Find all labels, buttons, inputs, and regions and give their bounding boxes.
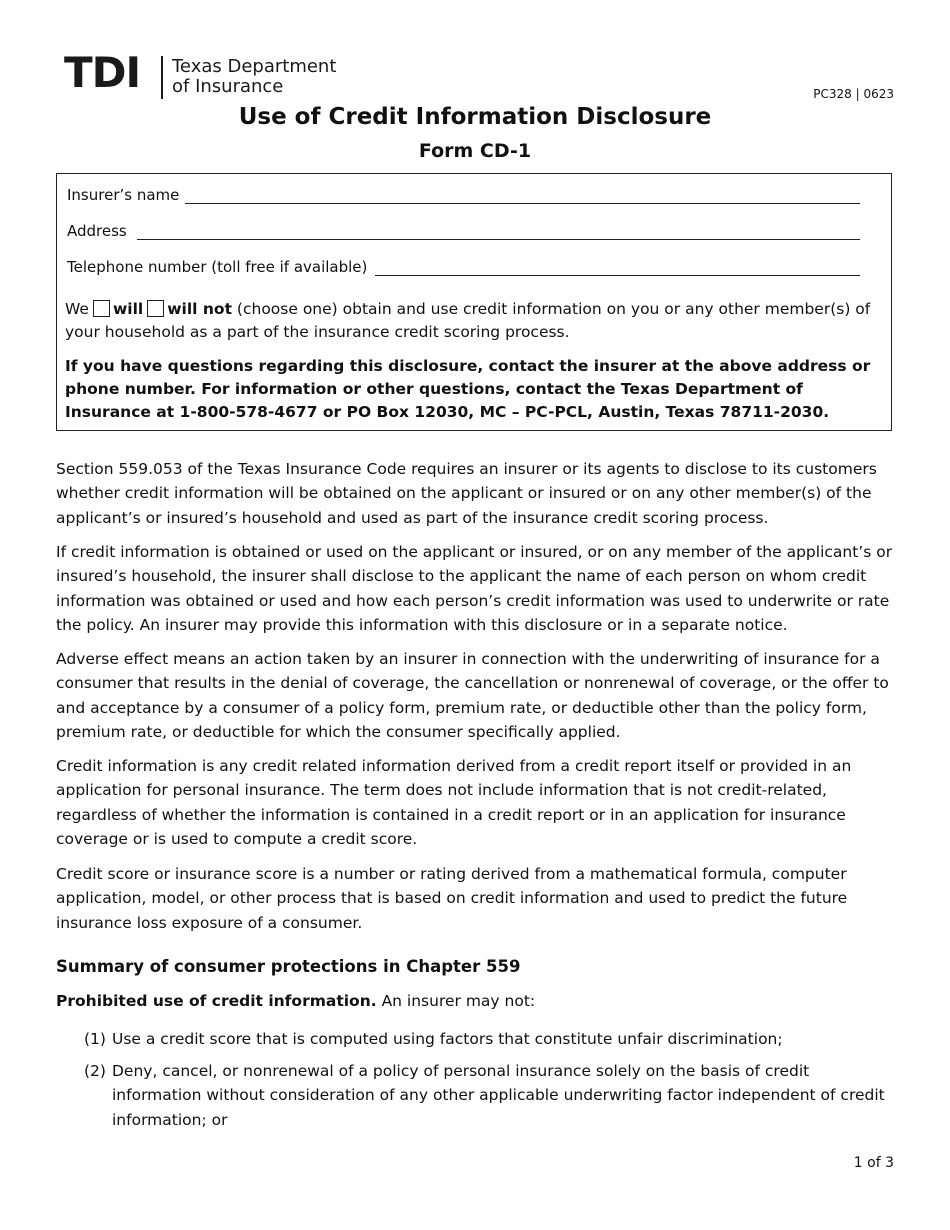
list-item-number: (2) bbox=[84, 1062, 106, 1080]
prohibited-use-heading: Prohibited use of credit information. bbox=[56, 992, 377, 1010]
will-not-label: will not bbox=[167, 300, 232, 318]
choice-we-label: We bbox=[65, 300, 89, 318]
credit-choice-statement bbox=[65, 298, 871, 344]
paragraph-credit-score: Credit score or insurance score is a number or rating derived from a mathematical formula, computer application, model, or other process that is based on credit information and used to predict the future insurance loss exposure of a consumer. bbox=[56, 865, 848, 932]
will-not-checkbox[interactable] bbox=[147, 300, 164, 317]
page-number: 1 of 3 bbox=[853, 1155, 894, 1171]
tdi-logo: TDI bbox=[64, 48, 141, 97]
form-subtitle: Form CD-1 bbox=[418, 140, 532, 162]
list-item-text: Use a credit score that is computed using factors that constitute unfair discrimination; bbox=[112, 1030, 783, 1048]
logo-divider bbox=[161, 56, 163, 99]
address-row bbox=[67, 222, 860, 240]
address-label: Address bbox=[67, 222, 127, 240]
telephone-row bbox=[67, 258, 860, 276]
paragraph-credit-information: Credit information is any credit related information derived from a credit report itself or provided in an application for personal insurance. The term does not include information that is not credit-related, regardless of whether the information is contained in a credit report or in an application for insurance coverage or is used to compute a credit score. bbox=[56, 757, 852, 848]
insurer-name-row bbox=[67, 186, 860, 204]
address-field[interactable] bbox=[137, 225, 860, 240]
agency-name-line2: of Insurance bbox=[172, 76, 284, 97]
list-item bbox=[84, 1027, 899, 1051]
telephone-field[interactable] bbox=[375, 261, 860, 276]
will-checkbox[interactable] bbox=[93, 300, 110, 317]
insurer-name-field[interactable] bbox=[185, 189, 860, 204]
list-item-number: (1) bbox=[84, 1030, 106, 1048]
paragraph-adverse-effect: Adverse effect means an action taken by an insurer in connection with the underwriting of insurance for a consumer that results in the denial of coverage, the cancellation or nonrenewal of coverage, or the offer to and acceptance by a consumer of a policy form, premium rate, or deductible other than the policy form, premium rate, or deductible for which the consumer specifically applied. bbox=[56, 650, 889, 741]
prohibited-use-text: An insurer may not: bbox=[376, 992, 536, 1010]
page-title: Use of Credit Information Disclosure bbox=[238, 104, 712, 130]
agency-name-line1: Texas Department bbox=[172, 56, 337, 77]
paragraph-section-559: Section 559.053 of the Texas Insurance Code requires an insurer or its agents to disclose to its customers whether credit information will be obtained on the applicant or insured or on any other member(s) of the applicant’s or insured’s household and used as part of the insurance credit scoring process. bbox=[56, 460, 877, 527]
list-item-text: Deny, cancel, or nonrenewal of a policy of personal insurance solely on the basis of credit information without consideration of any other applicable underwriting factor independent of credit information; or bbox=[112, 1062, 885, 1129]
telephone-label: Telephone number (toll free if available) bbox=[67, 258, 368, 276]
prohibited-use-intro bbox=[56, 992, 535, 1010]
will-label: will bbox=[112, 300, 144, 318]
contact-notice: If you have questions regarding this disclosure, contact the insurer at the above address or phone number. For information or other questions, contact the Texas Department of Insurance at 1-800-578-4677 or PO Box 12030, MC – PC-PCL, Austin, Texas 78711-2030. bbox=[65, 357, 871, 421]
form-code: PC328 | 0623 bbox=[813, 87, 894, 101]
insurer-info-box bbox=[56, 173, 892, 431]
section-heading: Summary of consumer protections in Chapter 559 bbox=[56, 957, 521, 976]
paragraph-disclosure: If credit information is obtained or used on the applicant or insured, or on any member of the applicant’s or insured’s household, the insurer shall disclose to the applicant the name of each person on whom credit information was obtained or used and how each person’s credit information was used to underwrite or rate the policy. An insurer may provide this information with this disclosure or in a separate notice. bbox=[56, 543, 893, 634]
choice-description: (choose one) obtain and use credit information on you or any other member(s) of your household as a part of the insurance credit scoring process. bbox=[65, 300, 871, 341]
insurer-name-label: Insurer’s name bbox=[67, 186, 180, 204]
list-item bbox=[84, 1059, 899, 1132]
agency-name bbox=[172, 57, 336, 97]
